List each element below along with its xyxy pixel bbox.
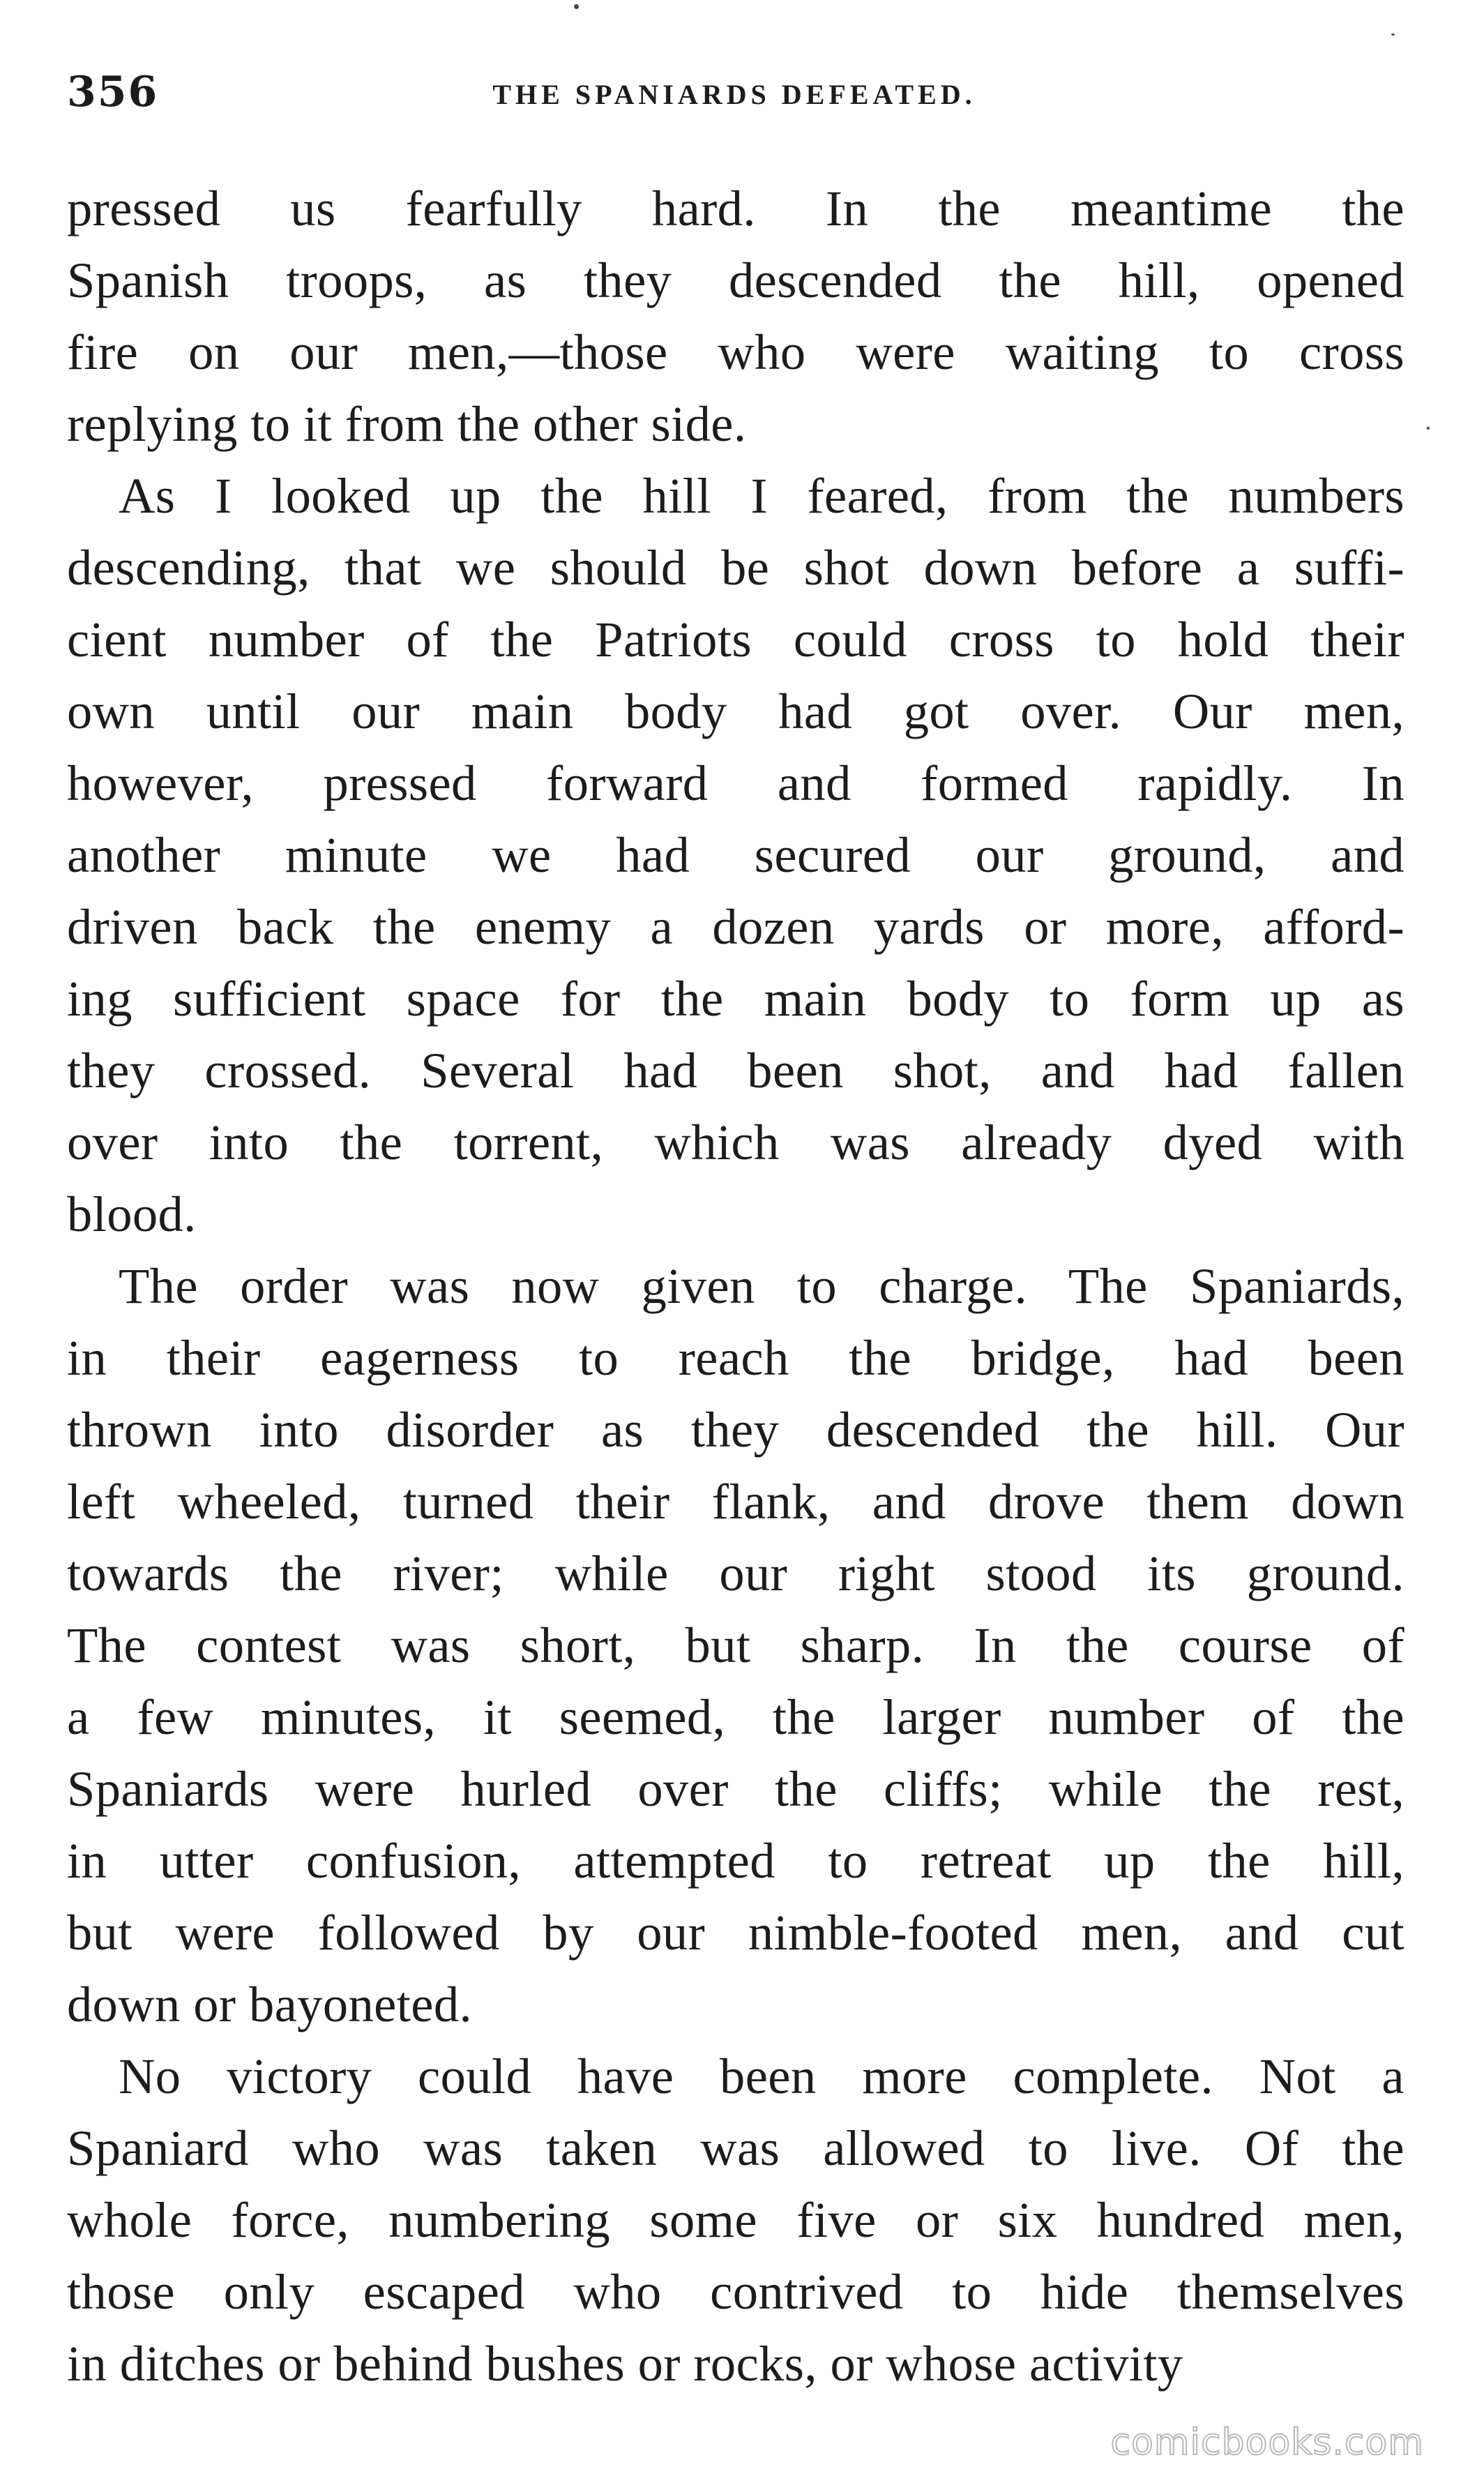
text-line: a few minutes, it seemed, the larger number of the <box>67 1689 1404 1745</box>
text-line: own until our main body had got over. Our men, <box>67 683 1404 739</box>
text-line: but were followed by our nimble-footed men, and cut <box>67 1904 1404 1961</box>
text-line: replying to it from the other side. <box>67 395 747 452</box>
text-line: in their eagerness to reach the bridge, had been <box>67 1329 1404 1386</box>
text-line: pressed us fearfully hard. In the meantime the <box>67 180 1404 236</box>
text-line: No victory could have been more complete. Not a <box>119 2048 1404 2104</box>
text-line: descending, that we should be shot down before a suffi- <box>67 539 1404 596</box>
running-head: THE SPANIARDS DEFEATED. <box>492 79 976 110</box>
ink-speck <box>574 4 579 9</box>
paragraph <box>67 1250 1404 2040</box>
text-line: towards the river; while our right stood its ground. <box>67 1545 1404 1601</box>
text-line: those only escaped who contrived to hide themselves <box>67 2263 1404 2320</box>
watermark: comicbooks.com <box>1110 2422 1424 2463</box>
text-line: fire on our men,—those who were waiting to cross <box>67 324 1404 380</box>
text-line: ing sufficient space for the main body to form up as <box>67 970 1404 1027</box>
ink-speck <box>1391 33 1395 36</box>
text-line: As I looked up the hill I feared, from the numbers <box>119 467 1404 524</box>
text-line: down or bayoneted. <box>67 1976 473 2032</box>
text-line: in ditches or behind bushes or rocks, or whose activity <box>67 2335 1183 2392</box>
text-line: left wheeled, turned their flank, and drove them down <box>67 1473 1404 1530</box>
text-line: thrown into disorder as they descended the hill. Our <box>67 1401 1404 1458</box>
body-text <box>67 172 1404 2399</box>
text-line: over into the torrent, which was already dyed with <box>67 1114 1404 1170</box>
text-line: driven back the enemy a dozen yards or more, afford- <box>67 898 1404 955</box>
page-header <box>67 64 1402 127</box>
ink-speck <box>1427 427 1430 430</box>
text-line: another minute we had secured our ground, and <box>67 827 1404 883</box>
paragraph <box>67 2040 1404 2399</box>
text-line: Spanish troops, as they descended the hill, opened <box>67 252 1404 308</box>
text-line: whole force, numbering some five or six hundred men, <box>67 2191 1404 2248</box>
text-line: Spaniards were hurled over the cliffs; while the rest, <box>67 1760 1404 1817</box>
text-line: in utter confusion, attempted to retreat up the hill, <box>67 1832 1404 1889</box>
paragraph <box>67 172 1404 460</box>
text-line: Spaniard who was taken was allowed to live. Of the <box>67 2120 1404 2176</box>
text-line: cient number of the Patriots could cross to hold their <box>67 611 1404 667</box>
text-line: The contest was short, but sharp. In the course of <box>67 1617 1404 1673</box>
text-line: they crossed. Several had been shot, and had fallen <box>67 1042 1404 1099</box>
paragraph <box>67 460 1404 1250</box>
page-number: 356 <box>67 68 159 116</box>
text-line: however, pressed forward and formed rapidly. In <box>67 755 1404 811</box>
text-line: The order was now given to charge. The Spaniards, <box>119 1258 1404 1314</box>
text-line: blood. <box>67 1186 197 1242</box>
